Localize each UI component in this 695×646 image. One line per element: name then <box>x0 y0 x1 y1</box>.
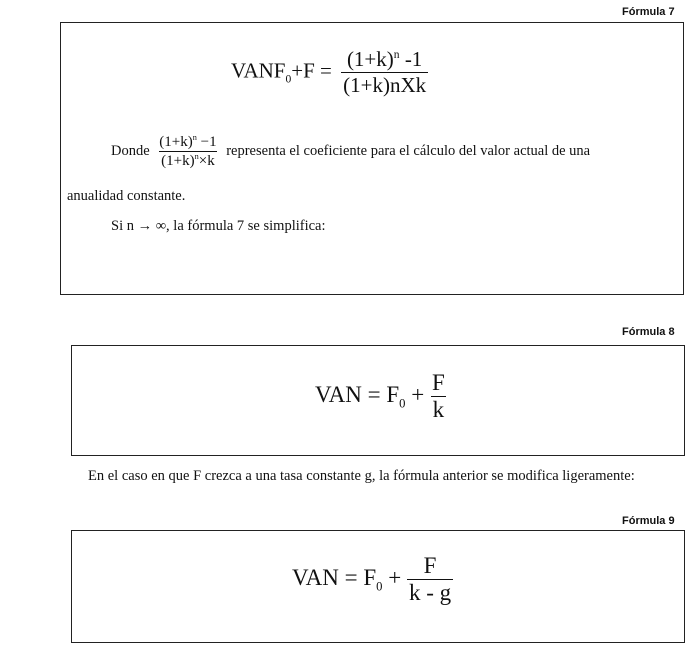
donde-word: Donde <box>111 142 150 159</box>
formula-9-box <box>71 530 685 643</box>
coefficient-description: representa el coeficiente para el cálculo del valor actual de una <box>226 142 591 159</box>
formula-7-box <box>60 22 684 295</box>
formula-8-box <box>71 345 685 456</box>
formula-7-lhs-subscript: 0 <box>285 73 292 86</box>
formula-8-subscript: 0 <box>399 396 406 411</box>
formula-9-lhs: VAN = F <box>292 564 377 590</box>
formula-7-plus-f: +F = <box>291 58 332 83</box>
formula-7-donde-line <box>111 133 590 170</box>
formula-7-numerator: $(1+k)^n$ -1 <box>346 47 423 71</box>
formula-7-label: Fórmula 7 <box>622 6 675 18</box>
formula-8-equation <box>315 370 447 423</box>
growth-paragraph: En el caso en que F crezca a una tasa constante g, la fórmula anterior se modifica ligeramente: <box>88 468 635 484</box>
formula-9-numerator: F <box>423 553 437 578</box>
formula-8-numerator: F <box>431 370 445 395</box>
coefficient-description-cont: anualidad constante. <box>67 188 186 204</box>
formula-7-fraction <box>341 47 428 98</box>
formula-8-fraction <box>430 370 447 423</box>
formula-8-plus: + <box>405 381 430 407</box>
formula-9-plus: + <box>382 564 407 590</box>
simplify-sentence: Si n → ∞, la fórmula 7 se simplifica: <box>111 218 326 234</box>
formula-7-lhs: VANF <box>231 58 286 83</box>
formula-8-denominator: k <box>432 397 445 422</box>
formula-9-subscript: 0 <box>376 579 383 594</box>
inline-denominator: $(1+k)^n\times k$ <box>161 152 215 169</box>
formula-9-equation <box>292 553 453 606</box>
formula-7-denominator: (1+k)nXk <box>343 73 427 97</box>
formula-9-fraction <box>407 553 453 606</box>
formula-8-label: Fórmula 8 <box>622 326 675 338</box>
inline-coefficient-fraction <box>157 133 218 170</box>
formula-8-lhs: VAN = F <box>315 381 400 407</box>
formula-9-denominator: k - g <box>408 580 452 605</box>
formula-7-equation <box>231 47 428 98</box>
formula-9-label: Fórmula 9 <box>622 515 675 527</box>
inline-numerator: $(1+k)^n -1$ <box>159 133 217 150</box>
